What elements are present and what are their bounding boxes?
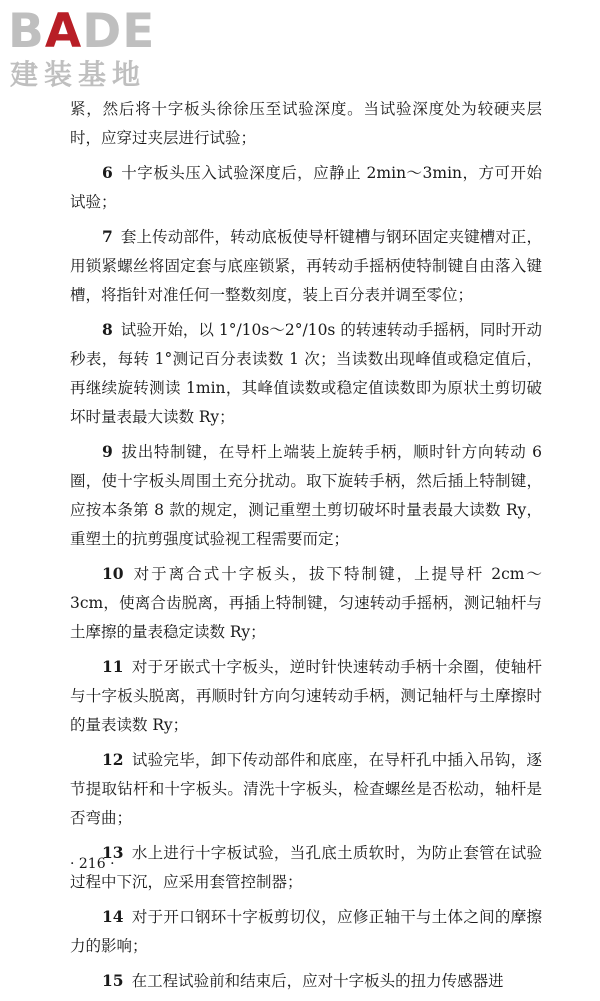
logo-subtitle: 建装基地 [10, 58, 147, 91]
item-number: 13 [102, 843, 124, 862]
paragraph-item-14: 14 对于开口钢环十字板剪切仪，应修正轴干与土体之间的摩擦力的影响； [70, 907, 542, 955]
paragraph-item-6: 6 十字板头压入试验深度后，应静止 2min～3min，方可开始试验； [70, 163, 542, 211]
paragraph-item-11: 11 对于牙嵌式十字板头，逆时针快速转动手柄十余圈，使轴杆与十字板头脱离，再顺时针方向匀速转动手柄，测记轴杆与土摩擦时的量表读数 Ry； [70, 657, 542, 734]
paragraph-item-9: 9 拔出特制键，在导杆上端装上旋转手柄，顺时针方向转动 6 圈，使十字板头周围土充分扰动。取下旋转手柄，然后插上特制键，应按本条第 8 款的规定，测记重塑土剪切破坏时量表最大读数 Ry，重塑土的抗剪强度试验视工程需要而定； [70, 442, 542, 548]
item-number: 15 [102, 971, 124, 990]
item-number: 10 [102, 564, 124, 583]
paragraph-item-12: 12 试验完毕，卸下传动部件和底座，在导杆孔中插入吊钩，逐节提取钻杆和十字板头。清洗十字板头，检查螺丝是否松动，轴杆是否弯曲； [70, 750, 542, 827]
logo-wordmark: BADE [8, 4, 156, 59]
item-number: 14 [102, 907, 124, 926]
item-number: 8 [102, 320, 113, 339]
item-number: 11 [102, 657, 124, 676]
paragraph-item-13: 13 水上进行十字板试验，当孔底土质软时，为防止套管在试验过程中下沉，应采用套管控制器； [70, 843, 542, 891]
paragraph-item-7: 7 套上传动部件，转动底板使导杆键槽与钢环固定夹键槽对正，用锁紧螺丝将固定套与底座锁紧，再转动手摇柄使特制键自由落入键槽，将指针对准任何一整数刻度，装上百分表并调至零位； [70, 227, 542, 304]
paragraph-item-8: 8 试验开始，以 1°/10s～2°/10s 的转速转动手摇柄，同时开动秒表，每转 1°测记百分表读数 1 次；当读数出现峰值或稳定值后，再继续旋转测读 1min，其峰值读数或稳定值读数即为原状土剪切破坏时量表最大读数 Ry； [70, 320, 542, 426]
item-number: 9 [102, 442, 113, 461]
bade-logo [8, 6, 178, 92]
logo-letter-highlight: A [44, 4, 83, 59]
item-number: 7 [102, 227, 113, 246]
page-number: · 216 · [70, 856, 115, 872]
paragraph-item-15: 15 在工程试验前和结束后，应对十字板头的扭力传感器进 [102, 971, 504, 990]
item-number: 12 [102, 750, 124, 769]
document-body [70, 95, 542, 1001]
paragraph-item-10: 10 对于离合式十字板头，拔下特制键，上提导杆 2cm～3cm，使离合齿脱离，再插上特制键，匀速转动手摇柄，测记轴杆与土摩擦的量表稳定读数 Ry； [70, 564, 542, 641]
item-number: 6 [102, 163, 113, 182]
paragraph-continuation: 紧，然后将十字板头徐徐压至试验深度。当试验深度处为较硬夹层时，应穿过夹层进行试验； [70, 100, 542, 147]
